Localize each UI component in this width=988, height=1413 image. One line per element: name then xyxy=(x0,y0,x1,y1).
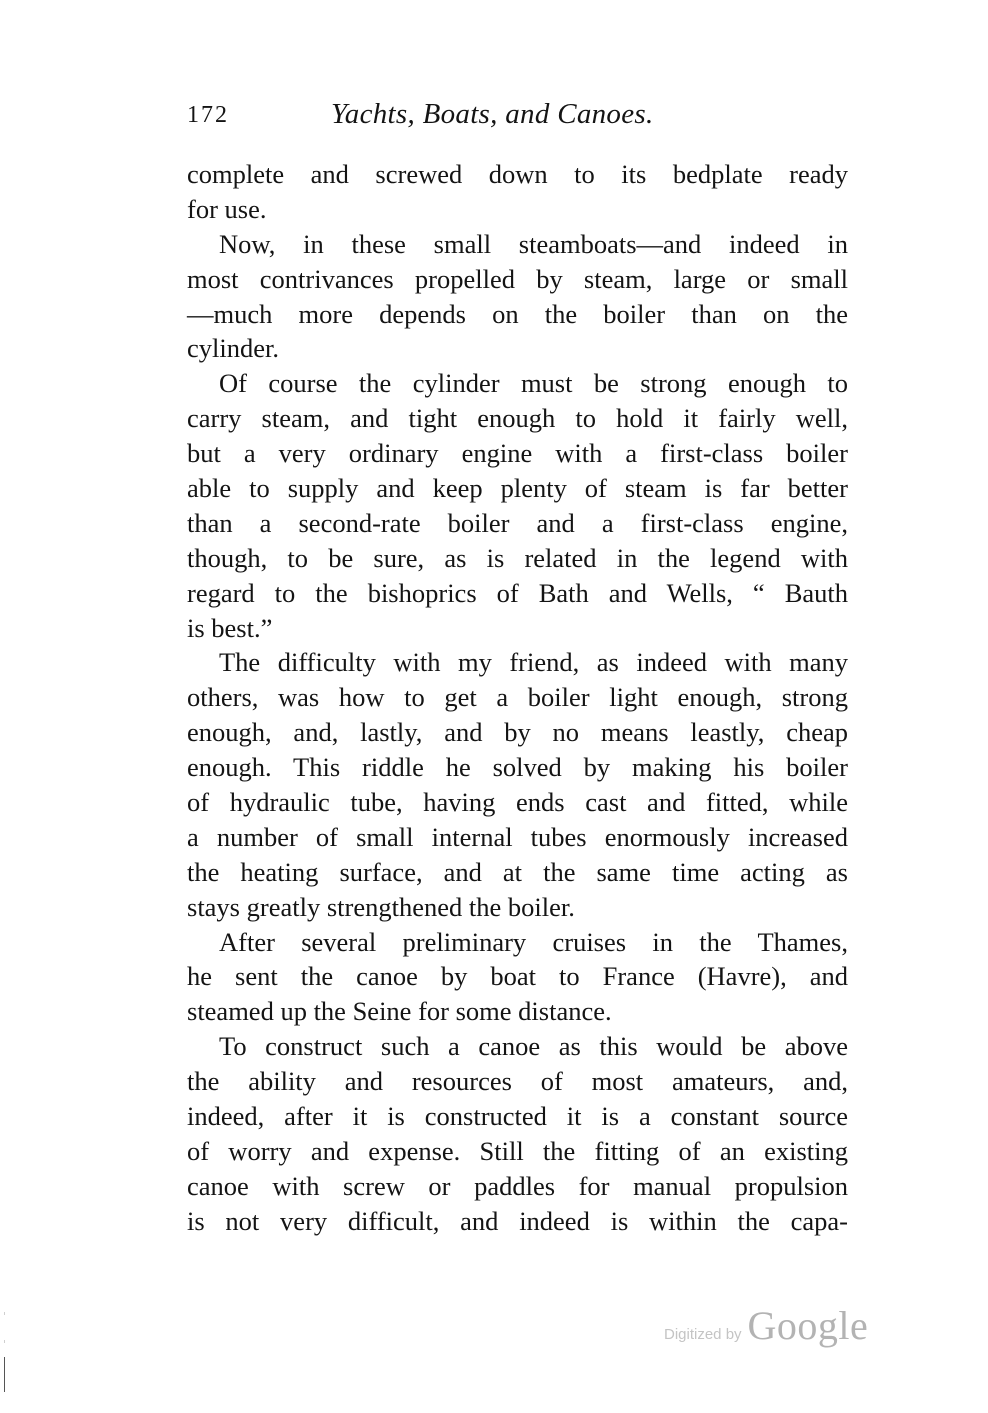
text-line: complete and screwed down to its bedplate ready xyxy=(187,159,848,189)
text-line: carry steam, and tight enough to hold it fairly well, xyxy=(187,403,848,434)
text-line: able to supply and keep plenty of steam is far better xyxy=(187,473,848,504)
watermark-prefix: Digitized by xyxy=(664,1326,742,1343)
scan-edge-line xyxy=(4,1357,5,1392)
text-line: he sent the canoe by boat to France (Havre), and xyxy=(187,961,848,992)
text-line: the heating surface, and at the same time acting as xyxy=(187,856,848,887)
text-line: is not very difficult, and indeed is within the capa- xyxy=(187,1205,848,1236)
text-line: Now, in these small steamboats—and indeed in xyxy=(219,228,848,259)
text-line: most contrivances propelled by steam, large or small xyxy=(187,263,848,294)
text-line: though, to be sure, as is related in the legend with xyxy=(187,542,848,573)
paragraph-5 xyxy=(187,925,848,1030)
text-line: To construct such a canoe as this would be above xyxy=(219,1031,848,1062)
text-line: stays greatly strengthened the boiler. xyxy=(187,891,575,922)
text-line: than a second-rate boiler and a first-class engine, xyxy=(187,507,848,538)
text-line: of worry and expense. Still the fitting of an existing xyxy=(187,1135,848,1166)
scan-artifact xyxy=(4,1312,5,1315)
digitized-by-google-watermark xyxy=(664,1302,868,1349)
paragraph-6 xyxy=(187,1029,848,1238)
text-line: canoe with screw or paddles for manual propulsion xyxy=(187,1170,848,1201)
paragraph-2 xyxy=(187,227,848,367)
text-line: —much more depends on the boiler than on the xyxy=(187,298,848,329)
text-line: Of course the cylinder must be strong enough to xyxy=(219,368,848,399)
text-line: After several preliminary cruises in the Thames, xyxy=(219,926,848,957)
body-text xyxy=(187,157,848,1239)
text-line: but a very ordinary engine with a first-class boiler xyxy=(187,438,848,469)
running-title: Yachts, Boats, and Canoes. xyxy=(331,98,654,130)
paragraph-3 xyxy=(187,366,848,645)
text-line: enough, and, lastly, and by no means leastly, cheap xyxy=(187,717,848,748)
text-line: a number of small internal tubes enormously increased xyxy=(187,821,848,852)
page-header xyxy=(187,98,848,138)
text-line: regard to the bishoprics of Bath and Wells, “ Bauth xyxy=(187,577,848,608)
text-line: others, was how to get a boiler light enough, strong xyxy=(187,682,848,713)
page-number: 172 xyxy=(187,102,229,128)
text-line: the ability and resources of most amateurs, and, xyxy=(187,1066,848,1097)
google-logo-text: Google xyxy=(747,1303,869,1348)
text-line: The difficulty with my friend, as indeed with many xyxy=(219,647,848,678)
text-line: indeed, after it is constructed it is a constant source xyxy=(187,1101,848,1132)
text-line: cylinder. xyxy=(187,333,279,364)
paragraph-4 xyxy=(187,645,848,924)
text-line: of hydraulic tube, having ends cast and fitted, while xyxy=(187,787,848,818)
text-line: for use. xyxy=(187,193,267,224)
text-line: is best.” xyxy=(187,612,273,643)
paragraph-1 xyxy=(187,157,848,227)
text-line: steamed up the Seine for some distance. xyxy=(187,996,612,1027)
scan-artifact xyxy=(4,1340,5,1343)
text-line: enough. This riddle he solved by making his boiler xyxy=(187,752,848,783)
